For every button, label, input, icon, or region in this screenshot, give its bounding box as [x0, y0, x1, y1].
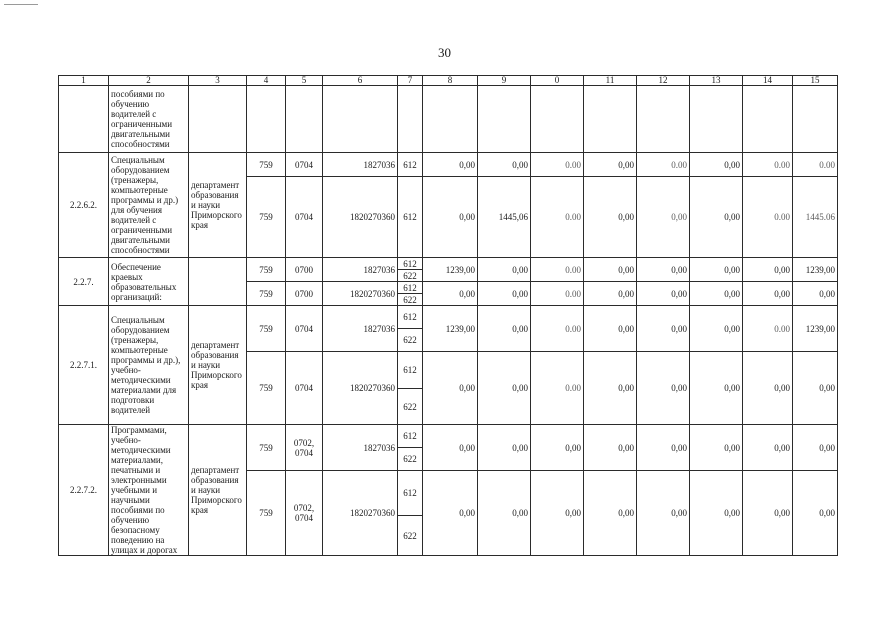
cell-grbs: 759	[247, 177, 286, 258]
column-header: 2	[109, 76, 189, 86]
table-row	[59, 425, 838, 448]
cell-value: 0,00	[478, 153, 531, 177]
cell-value: 0,00	[743, 471, 793, 556]
cell-target-code: 1827036	[323, 425, 398, 471]
table-row	[59, 306, 838, 329]
cell-value: 1239,00	[793, 306, 838, 352]
cell-expense-type: 612	[398, 282, 423, 294]
cell-section: 0704	[286, 352, 323, 425]
cell-value: 0,00	[478, 425, 531, 471]
cell-grbs: 759	[247, 282, 286, 306]
cell-value: 1239,00	[793, 258, 838, 282]
cell-expense-type: 622	[398, 448, 423, 471]
cell-expense-type: 622	[398, 516, 423, 556]
cell-value: 0,00	[584, 306, 637, 352]
column-header: 8	[423, 76, 478, 86]
cell-expense-type: 622	[398, 270, 423, 282]
column-header: 15	[793, 76, 838, 86]
cell-target-code: 1827036	[323, 306, 398, 352]
cell-value: 0,00	[793, 425, 838, 471]
table-row	[59, 258, 838, 270]
cell-value: 0,00	[423, 177, 478, 258]
column-header: 4	[247, 76, 286, 86]
cell-value: 0.00	[531, 352, 584, 425]
row-name-cell: пособиями по обучению водителей с ограниченными двигательными способностями	[109, 86, 189, 153]
cell-grbs: 759	[247, 471, 286, 556]
cell-value: 0,00	[584, 153, 637, 177]
cell-value: 0.00	[531, 177, 584, 258]
cell-value: 0,00	[478, 471, 531, 556]
cell-expense-type: 622	[398, 389, 423, 425]
cell-value: 0,00	[637, 352, 690, 425]
cell-value: 0,00	[584, 282, 637, 306]
column-header: 12	[637, 76, 690, 86]
cell-target-code: 1820270360	[323, 352, 398, 425]
column-header: 5	[286, 76, 323, 86]
cell-value: 0,00	[531, 471, 584, 556]
cell-value: 0,00	[793, 282, 838, 306]
cell-value: 0.00	[531, 306, 584, 352]
cell-value: 0,00	[743, 425, 793, 471]
cell-value: 0,00	[793, 471, 838, 556]
cell-expense-type: 612	[398, 258, 423, 270]
cell-value: 0,00	[423, 352, 478, 425]
department-cell: департамент образования и науки Приморского края	[189, 425, 247, 556]
cell-target-code: 1827036	[323, 153, 398, 177]
cell-value: 0.00	[743, 306, 793, 352]
cell-value: 0.00	[793, 153, 838, 177]
cell-value: 0,00	[478, 282, 531, 306]
corner-scan-mark	[4, 4, 38, 5]
cell-value: 0,00	[690, 352, 743, 425]
cell-value: 0,00	[690, 425, 743, 471]
cell-value: 0,00	[423, 471, 478, 556]
cell-expense-type: 612	[398, 177, 423, 258]
department-cell	[189, 258, 247, 306]
column-header: 0	[531, 76, 584, 86]
cell-expense-type: 612	[398, 352, 423, 389]
column-header: 13	[690, 76, 743, 86]
cell-section: 0704	[286, 306, 323, 352]
cell-section: 0704	[286, 177, 323, 258]
budget-table	[58, 75, 838, 556]
cell-value: 1239,00	[423, 258, 478, 282]
cell-value: 0,00	[793, 352, 838, 425]
cell-value: 0,00	[584, 471, 637, 556]
cell-target-code: 1820270360	[323, 282, 398, 306]
cell-value: 0,00	[690, 258, 743, 282]
cell-value: 0,00	[584, 425, 637, 471]
cell-value: 0,00	[584, 177, 637, 258]
cell-value: 0.00	[743, 177, 793, 258]
cell-value: 0,00	[531, 425, 584, 471]
cell-value: 1445.06	[793, 177, 838, 258]
cell-value: 0,00	[690, 471, 743, 556]
cell-value: 0,00	[478, 306, 531, 352]
cell-expense-type: 622	[398, 329, 423, 352]
cell-value: 0,00	[584, 258, 637, 282]
row-name-cell: Программами, учебно-методическими материалами, печатными и электронными учебными и научными пособиями по обучению безопасному поведению на улицах и дорогах	[109, 425, 189, 556]
cell-value: 0,00	[690, 177, 743, 258]
cell-grbs: 759	[247, 258, 286, 282]
cell-target-code: 1820270360	[323, 177, 398, 258]
cell-value: 0,00	[584, 352, 637, 425]
cell-section: 0704	[286, 153, 323, 177]
cell-value: 0,00	[478, 352, 531, 425]
department-cell: департамент образования и науки Приморского края	[189, 153, 247, 258]
cell-value: 0,00	[690, 306, 743, 352]
cell-value: 0.00	[531, 153, 584, 177]
row-name-cell: Обеспечение краевых образовательных организаций:	[109, 258, 189, 306]
column-number-row	[59, 76, 838, 86]
cell-value: 1239,00	[423, 306, 478, 352]
cell-value: 0.00	[637, 153, 690, 177]
cell-value: 0,00	[637, 471, 690, 556]
department-cell: департамент образования и науки Приморского края	[189, 306, 247, 425]
cell-value: 0,00	[637, 425, 690, 471]
column-header: 11	[584, 76, 637, 86]
cell-grbs: 759	[247, 352, 286, 425]
cell-value: 0,00	[637, 258, 690, 282]
column-header: 3	[189, 76, 247, 86]
cell-value: 0,00	[423, 153, 478, 177]
cell-value: 0.00	[531, 258, 584, 282]
cell-value: 0,00	[743, 352, 793, 425]
cell-expense-type: 612	[398, 425, 423, 448]
row-number-cell	[59, 86, 109, 153]
cell-value: 0,00	[478, 258, 531, 282]
cell-section: 0702, 0704	[286, 471, 323, 556]
row-number-cell: 2.2.7.1.	[59, 306, 109, 425]
table-row	[59, 153, 838, 177]
cell-grbs: 759	[247, 153, 286, 177]
column-header: 7	[398, 76, 423, 86]
column-header: 9	[478, 76, 531, 86]
cell-expense-type: 622	[398, 294, 423, 306]
cell-value: 0,00	[637, 177, 690, 258]
table-row-continuation	[59, 86, 838, 153]
cell-section: 0700	[286, 282, 323, 306]
cell-value: 0,00	[423, 425, 478, 471]
column-header: 14	[743, 76, 793, 86]
cell-expense-type: 612	[398, 306, 423, 329]
column-header: 6	[323, 76, 398, 86]
row-number-cell: 2.2.7.	[59, 258, 109, 306]
row-number-cell: 2.2.6.2.	[59, 153, 109, 258]
cell-grbs: 759	[247, 425, 286, 471]
cell-expense-type: 612	[398, 153, 423, 177]
column-header: 1	[59, 76, 109, 86]
page-number: 30	[438, 45, 451, 60]
cell-target-code: 1827036	[323, 258, 398, 282]
cell-value: 0,00	[743, 282, 793, 306]
cell-value: 0,00	[743, 258, 793, 282]
cell-value: 0,00	[690, 282, 743, 306]
cell-section: 0702, 0704	[286, 425, 323, 471]
cell-value: 0.00	[531, 282, 584, 306]
cell-grbs: 759	[247, 306, 286, 352]
cell-value: 0,00	[423, 282, 478, 306]
cell-expense-type: 612	[398, 471, 423, 516]
cell-value: 0,00	[637, 306, 690, 352]
row-number-cell: 2.2.7.2.	[59, 425, 109, 556]
row-name-cell: Специальным оборудованием (тренажеры, компьютерные программы и др.) для обучения водителей с ограниченными двигательными способностями	[109, 153, 189, 258]
cell-value: 1445,06	[478, 177, 531, 258]
cell-value: 0,00	[637, 282, 690, 306]
cell-value: 0,00	[690, 153, 743, 177]
cell-value: 0.00	[743, 153, 793, 177]
cell-target-code: 1820270360	[323, 471, 398, 556]
cell-section: 0700	[286, 258, 323, 282]
row-name-cell: Специальным оборудованием (тренажеры, компьютерные программы и др.), учебно-методическими материалами для подготовки водителей	[109, 306, 189, 425]
